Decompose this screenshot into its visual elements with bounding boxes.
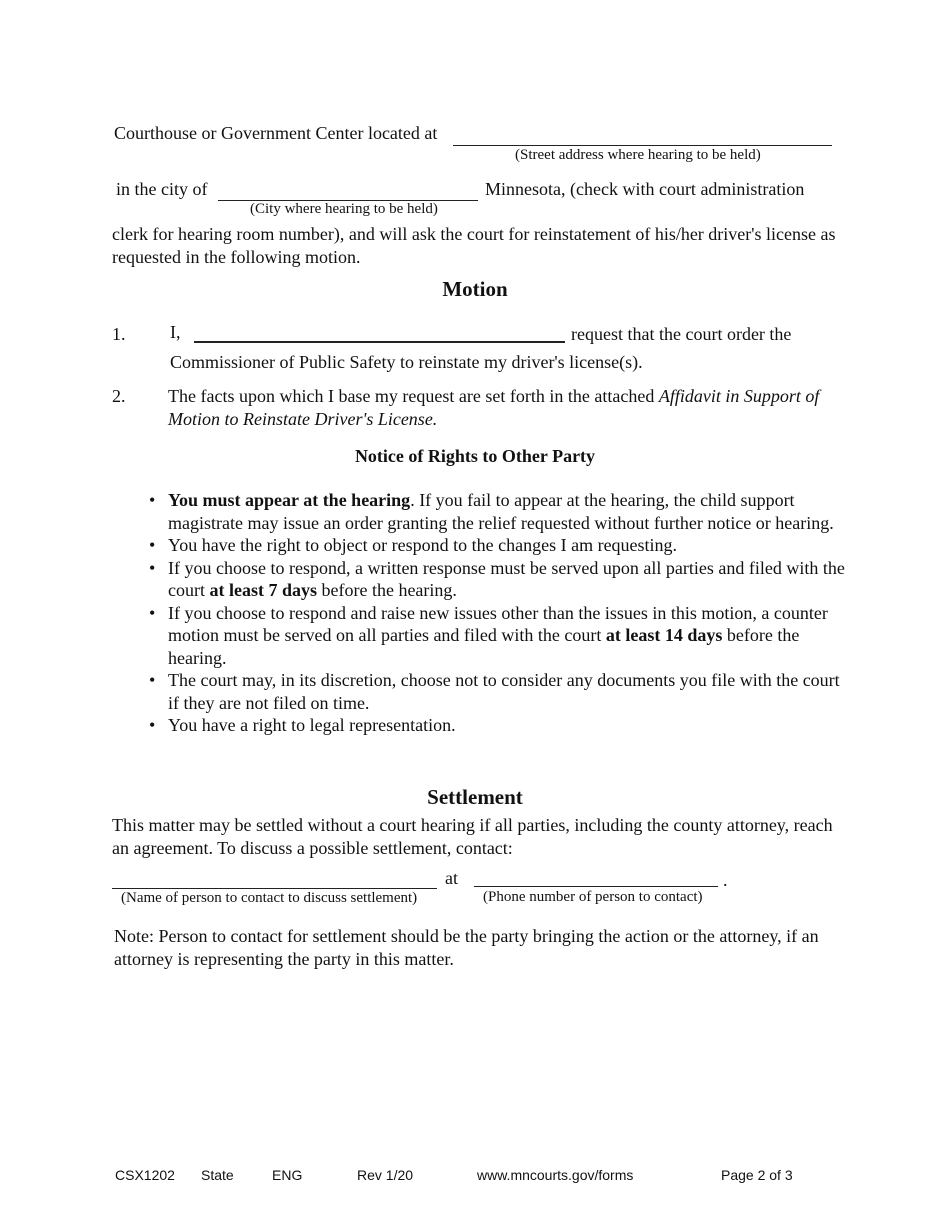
courthouse-label: Courthouse or Government Center located at <box>114 123 438 143</box>
rights-item-text: The court may, in its discretion, choose not to consider any documents you file with the court if they are not filed on time. <box>168 670 840 713</box>
rights-item-text: before the hearing. <box>168 625 800 668</box>
hearing-continuation: clerk for hearing room number), and will ask the court for reinstatement of his/her driver's license as requested in the following motion. <box>112 224 836 267</box>
street-address-field[interactable] <box>453 145 832 146</box>
motion-item-1-line-2: Commissioner of Public Safety to reinstate my driver's license(s). <box>170 352 643 372</box>
phone-caption: (Phone number of person to contact) <box>483 889 703 905</box>
rights-item <box>168 534 848 557</box>
rights-item <box>168 489 848 534</box>
settlement-contact-phone-field[interactable] <box>474 886 718 887</box>
footer-form-code: CSX1202 <box>115 1167 175 1183</box>
rights-item-text: If you choose to respond and raise new issues other than the issues in this motion, a counter motion must be served on all parties and filed with the court <box>168 602 828 645</box>
notice-heading: Notice of Rights to Other Party <box>354 446 596 466</box>
motion-item-2-number: 2. <box>112 386 126 406</box>
movant-name-field[interactable] <box>194 341 565 343</box>
name-caption: (Name of person to contact to discuss settlement) <box>121 890 418 906</box>
state-text: Minnesota, (check with court administration <box>485 179 805 199</box>
motion-item-2-body: The facts upon which I base my request are set forth in the attached <box>168 386 659 406</box>
street-address-caption: (Street address where hearing to be held) <box>515 147 761 163</box>
rights-item <box>168 602 848 670</box>
city-caption: (City where hearing to be held) <box>250 201 438 217</box>
rights-list <box>168 489 848 737</box>
footer-page-number: Page 2 of 3 <box>721 1167 793 1183</box>
motion-heading: Motion <box>442 277 508 301</box>
settlement-note: Note: Person to contact for settlement should be the party bringing the action or the attorney, if an attorney is representing the party in this matter. <box>114 926 819 969</box>
city-label: in the city of <box>116 179 208 199</box>
deadline-7-days: at least 7 days <box>209 580 317 600</box>
phone-period: . <box>723 870 728 890</box>
rights-item-text: You have a right to legal representation. <box>168 715 456 735</box>
motion-item-1-suffix: request that the court order the <box>571 324 792 344</box>
rights-item <box>168 714 848 737</box>
footer-jurisdiction: State <box>201 1167 234 1183</box>
rights-item-text: before the hearing. <box>316 580 457 600</box>
settlement-heading: Settlement <box>427 785 523 809</box>
at-label: at <box>445 868 458 888</box>
footer-website: www.mncourts.gov/forms <box>477 1167 634 1183</box>
footer-revision: Rev 1/20 <box>357 1167 414 1183</box>
rights-item-text: . If you fail to appear at the hearing, the child support magistrate may issue an order granting the relief requested without further notice or hearing. <box>168 490 834 533</box>
motion-item-1-number: 1. <box>112 324 126 344</box>
rights-item <box>168 557 848 602</box>
settlement-paragraph: This matter may be settled without a court hearing if all parties, including the county attorney, reach an agreement. To discuss a possible settlement, contact: <box>112 815 833 858</box>
settlement-contact-name-field[interactable] <box>112 888 437 889</box>
deadline-14-days: at least 14 days <box>605 625 723 645</box>
affidavit-title: Affidavit in Support of Motion to Reinstate Driver's License. <box>168 386 820 429</box>
rights-item <box>168 669 848 714</box>
motion-item-2-text <box>168 385 850 430</box>
footer-language: ENG <box>272 1167 303 1183</box>
rights-item-text: You have the right to object or respond to the changes I am requesting. <box>168 535 678 555</box>
rights-item-text: If you choose to respond, a written response must be served upon all parties and filed with the court <box>168 557 845 600</box>
motion-item-1-prefix: I, <box>170 322 181 342</box>
appear-warning: You must appear at the hearing <box>168 490 411 510</box>
